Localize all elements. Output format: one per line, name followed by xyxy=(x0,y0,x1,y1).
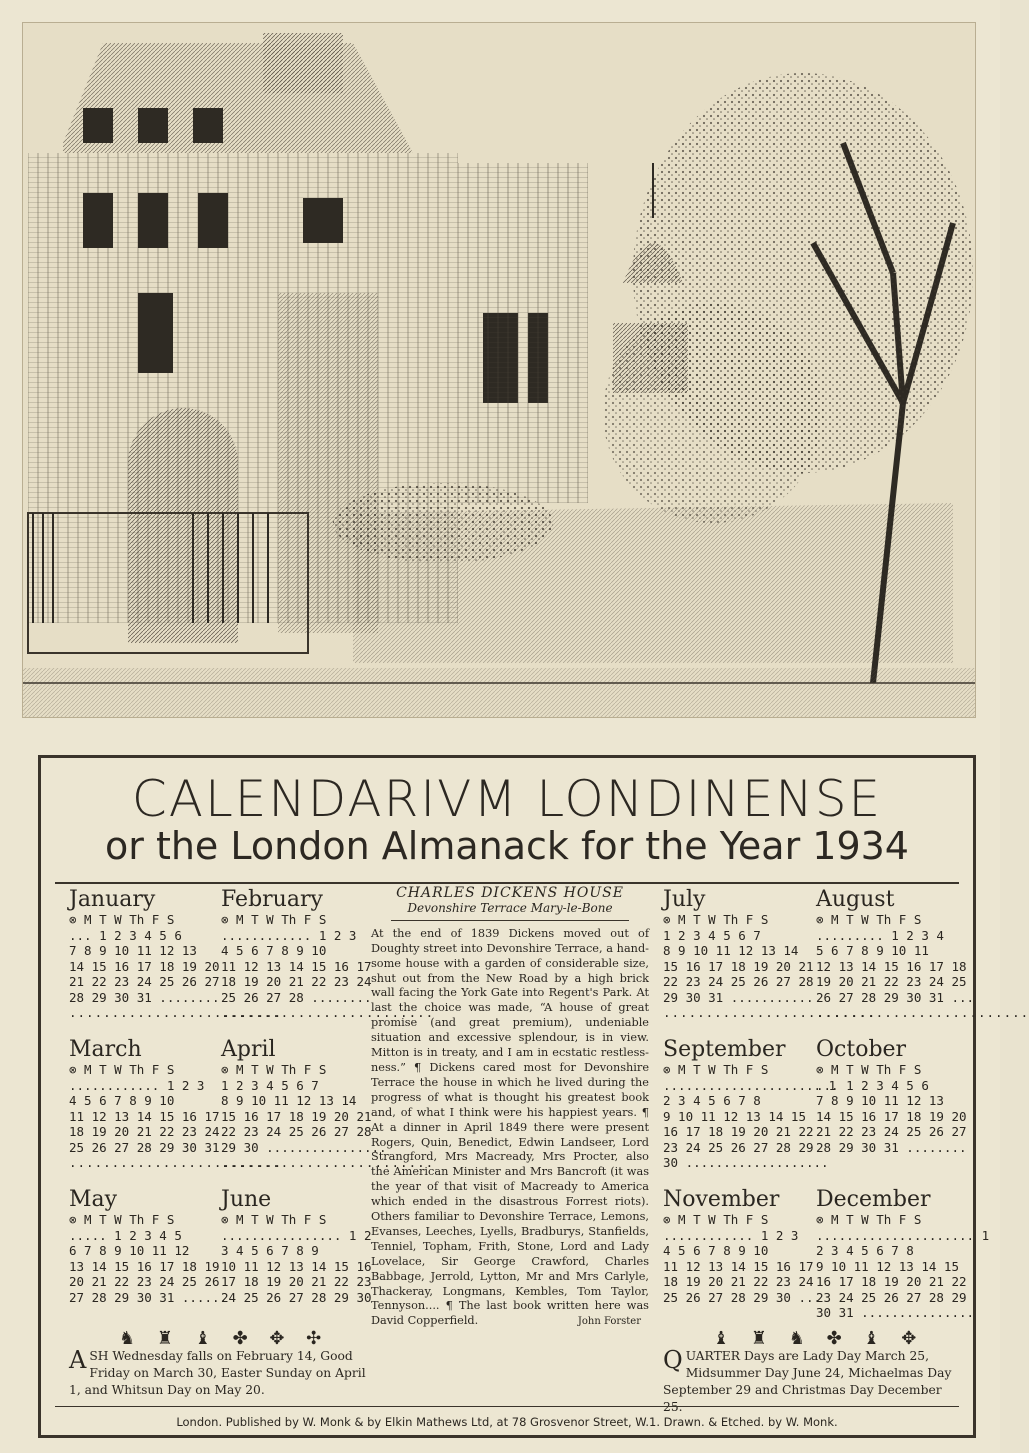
week-row: 4 5 6 7 8 9 10 xyxy=(663,1243,769,1258)
month-may xyxy=(69,1187,228,1305)
month-december xyxy=(816,1187,990,1321)
week-row: 8 9 10 11 12 13 14 xyxy=(221,1093,357,1108)
weekday-header: ⊗ M T W Th F S xyxy=(221,1062,327,1077)
week-row: ............ 1 2 3 xyxy=(663,1227,799,1243)
weekday-header: ⊗ M T W Th F S xyxy=(663,912,769,927)
footer-divider xyxy=(55,1406,959,1407)
week-row: 12 13 14 15 16 17 18 xyxy=(816,958,967,974)
week-row: ..................... 1 xyxy=(663,1077,837,1093)
month-name: October xyxy=(816,1037,907,1062)
week-row: 22 23 24 25 26 27 28 xyxy=(221,1124,372,1139)
week-row: 5 6 7 8 9 10 11 xyxy=(816,943,929,958)
drop-capital: Q xyxy=(663,1346,683,1374)
drop-capital: A xyxy=(69,1346,87,1374)
ornament-row-right: ♝ ♜ ♞ ✤ ♝ ✥ xyxy=(713,1328,925,1349)
ash-wednesday-note xyxy=(69,1348,369,1399)
week-row: 25 26 27 28 29 30 31 xyxy=(69,1139,220,1155)
week-row: 2 3 4 5 6 7 8 xyxy=(663,1093,761,1108)
week-row: 9 10 11 12 13 14 15 xyxy=(663,1108,806,1124)
almanac-subtitle: or the London Almanack for the Year 1934 xyxy=(105,824,909,868)
week-row: 17 18 19 20 21 22 23 xyxy=(221,1274,372,1289)
week-row: 29 30 ................ xyxy=(221,1139,387,1155)
week-row: 11 12 13 14 15 16 17 xyxy=(221,958,372,974)
separator-dots: ......................... xyxy=(69,1005,283,1020)
week-row: 20 21 22 23 24 25 26 xyxy=(69,1274,220,1289)
month-name: June xyxy=(221,1187,272,1212)
month-name: August xyxy=(816,887,895,912)
month-name: April xyxy=(221,1037,276,1062)
week-row: 14 15 16 17 18 19 20 xyxy=(816,1108,967,1124)
week-row: ... 1 2 3 4 5 6 xyxy=(69,927,182,943)
week-row: 3 4 5 6 7 8 9 xyxy=(221,1243,319,1258)
weekday-header: ⊗ M T W Th F S xyxy=(69,1212,175,1227)
month-name: November xyxy=(663,1187,780,1212)
week-row: 29 30 31 ........... xyxy=(663,989,814,1005)
week-row: 28 29 30 31 ........ xyxy=(69,989,220,1005)
separator-dots: ......................... xyxy=(816,1005,1029,1020)
month-june xyxy=(221,1188,371,1305)
week-row: 22 23 24 25 26 27 28 xyxy=(663,974,814,989)
title-divider xyxy=(55,882,959,884)
week-row: ................ 1 2 xyxy=(221,1227,372,1243)
week-row: 11 12 13 14 15 16 17 xyxy=(69,1108,220,1124)
month-name: December xyxy=(816,1187,931,1212)
ornament-row-left: ♞ ♜ ♝ ✤ ✥ ✣ xyxy=(119,1328,330,1349)
week-row: 27 28 29 30 31 ...... xyxy=(69,1289,228,1305)
week-row: 6 7 8 9 10 11 12 xyxy=(69,1243,190,1258)
week-row: 19 20 21 22 23 24 25 xyxy=(816,974,967,989)
column-signature: John Forster xyxy=(577,1316,641,1328)
week-row: 26 27 28 29 30 31 ... xyxy=(816,989,975,1005)
separator-dots: ......................... xyxy=(221,1155,435,1170)
week-row: 30 ................... xyxy=(663,1155,829,1170)
week-row: 4 5 6 7 8 9 10 xyxy=(221,943,327,958)
week-row: 15 16 17 18 19 20 21 xyxy=(663,958,814,974)
week-row: ............ 1 2 3 xyxy=(221,927,357,943)
month-august xyxy=(816,887,1029,1021)
month-name: February xyxy=(221,887,323,912)
separator-dots: ......................... xyxy=(663,1005,877,1020)
week-row: 23 24 25 26 27 28 29 xyxy=(816,1289,967,1305)
week-row: 25 26 27 28 29 30 ... xyxy=(663,1289,822,1305)
week-row: 18 19 20 21 22 23 24 xyxy=(663,1274,814,1289)
column-rule xyxy=(391,920,629,921)
week-row: 7 8 9 10 11 12 13 xyxy=(816,1093,944,1108)
weekday-header: ⊗ M T W Th F S xyxy=(69,912,175,927)
week-row: 16 17 18 19 20 21 22 xyxy=(816,1274,967,1289)
week-row: 13 14 15 16 17 18 19 xyxy=(69,1258,220,1274)
week-row: 23 24 25 26 27 28 29 xyxy=(663,1139,814,1155)
week-row: 2 3 4 5 6 7 8 xyxy=(816,1243,914,1258)
month-name: March xyxy=(69,1037,142,1062)
weekday-header: ⊗ M T W Th F S xyxy=(816,912,922,927)
week-row: 1 2 3 4 5 6 7 xyxy=(663,927,761,943)
week-row: ..................... 1 xyxy=(816,1227,990,1243)
publisher-footer: London. Published by W. Monk & by Elkin Mathews Ltd, at 78 Grosvenor Street, W.1. Drawn. & Etched. by W. Monk. xyxy=(176,1415,838,1429)
month-november xyxy=(663,1187,822,1305)
weekday-header: ⊗ M T W Th F S xyxy=(663,1062,769,1077)
week-row: 18 19 20 21 22 23 24 xyxy=(69,1124,220,1139)
week-row: 24 25 26 27 28 29 30 xyxy=(221,1289,372,1305)
week-row: 15 16 17 18 19 20 21 xyxy=(221,1108,372,1124)
dickens-house-column xyxy=(371,886,649,1330)
weekday-header: ⊗ M T W Th F S xyxy=(221,1212,327,1227)
separator-dots: ......................... xyxy=(69,1155,283,1170)
weekday-header: ⊗ M T W Th F S xyxy=(69,1062,175,1077)
week-row: 18 19 20 21 22 23 24 xyxy=(221,974,372,989)
column-heading: CHARLES DICKENS HOUSE xyxy=(396,885,624,901)
note-text: UARTER Days are Lady Day March 25, Midsummer Day June 24, Michaelmas Day September 29 and Christmas Day December 25. xyxy=(663,1349,952,1414)
week-row: 10 11 12 13 14 15 16 xyxy=(221,1258,372,1274)
month-name: May xyxy=(69,1187,118,1212)
month-name: January xyxy=(69,887,156,912)
week-row: ..... 1 2 3 4 5 xyxy=(69,1227,182,1243)
week-row: 30 31 ............... xyxy=(816,1305,975,1320)
week-row: 28 29 30 31 ........ xyxy=(816,1139,967,1155)
month-name: July xyxy=(663,887,706,912)
etching-illustration xyxy=(22,22,976,718)
almanac-title: CALENDARIVM LONDINENSE xyxy=(131,770,883,828)
month-september xyxy=(663,1037,837,1171)
almanac-panel xyxy=(38,755,1029,1438)
month-april xyxy=(221,1037,435,1171)
week-row: ......... 1 2 3 4 xyxy=(816,927,944,943)
note-text: SH Wednesday falls on February 14, Good Friday on March 30, Easter Sunday on April 1, and Whitsun Day on May 20. xyxy=(69,1349,366,1397)
separator-dots: ......................... xyxy=(221,1005,435,1020)
column-body: At the end of 1839 Dickens moved out of Doughty street into Devonshire Terrace, a hand-some house with a garden of considerable size, shut out from the New Road by a high brick wall facing the York Gate into Regent's Park. At last the choice was made, “A house of great promise (and great premium), undeniable situation and excessive splendour, is in view. Mitton is in treaty, and I am in ecstatic restless-ness.” ¶ Dickens cared most for Devonshire Terrace the house in which he lived during the progress of what is thought his greatest book and, of what I think were his happiest years. ¶ At a dinner in April 1849 there were present Rogers, Quin, Benedict, Edwin Landseer, Lord Strangford, Mrs Macready, Mrs Procter, also the American Minister and Mrs Bancroft (it was the year of that visit of Macready to America which ended in the disastrous Forrest riots). Others familiar to Devonshire Terrace, Lemons, Evanses, Leeches, Lyells, Bradburys, Stanfields, Tenniel, Topham, Frith, Stone, Lord and Lady Lovelace, Sir George Crawford, Charles Babbage, Jerrold, Lytton, Mr and Mrs Carlyle, Thackeray, Longmans, Kembles, Tom Taylor, Tennyson.... ¶ The last book written here was David Copperfield. xyxy=(371,926,649,1328)
week-row: 21 22 23 24 25 26 27 xyxy=(816,1124,967,1139)
week-row: 1 2 3 4 5 6 7 xyxy=(221,1077,319,1093)
week-row: 25 26 27 28 ........ xyxy=(221,989,372,1005)
week-row: 16 17 18 19 20 21 22 xyxy=(663,1124,814,1139)
week-row: 9 10 11 12 13 14 15 xyxy=(816,1258,959,1274)
weekday-header: ⊗ M T W Th F S xyxy=(221,912,327,927)
week-row: 4 5 6 7 8 9 10 xyxy=(69,1093,175,1108)
week-row: 21 22 23 24 25 26 27 xyxy=(69,974,220,989)
weekday-header: ⊗ M T W Th F S xyxy=(663,1212,769,1227)
week-row: ............ 1 2 3 xyxy=(69,1077,205,1093)
weekday-header: ⊗ M T W Th F S xyxy=(816,1062,922,1077)
column-subheading: Devonshire Terrace Mary-le-Bone xyxy=(407,900,613,915)
month-october xyxy=(816,1038,966,1155)
week-row: ... 1 2 3 4 5 6 xyxy=(816,1077,929,1093)
month-february xyxy=(221,887,435,1021)
month-name: September xyxy=(663,1037,786,1062)
weekday-header: ⊗ M T W Th F S xyxy=(816,1212,922,1227)
week-row: 8 9 10 11 12 13 14 xyxy=(663,943,799,958)
week-row: 7 8 9 10 11 12 13 xyxy=(69,943,197,958)
week-row: 14 15 16 17 18 19 20 xyxy=(69,958,220,974)
week-row: 11 12 13 14 15 16 17 xyxy=(663,1258,814,1274)
